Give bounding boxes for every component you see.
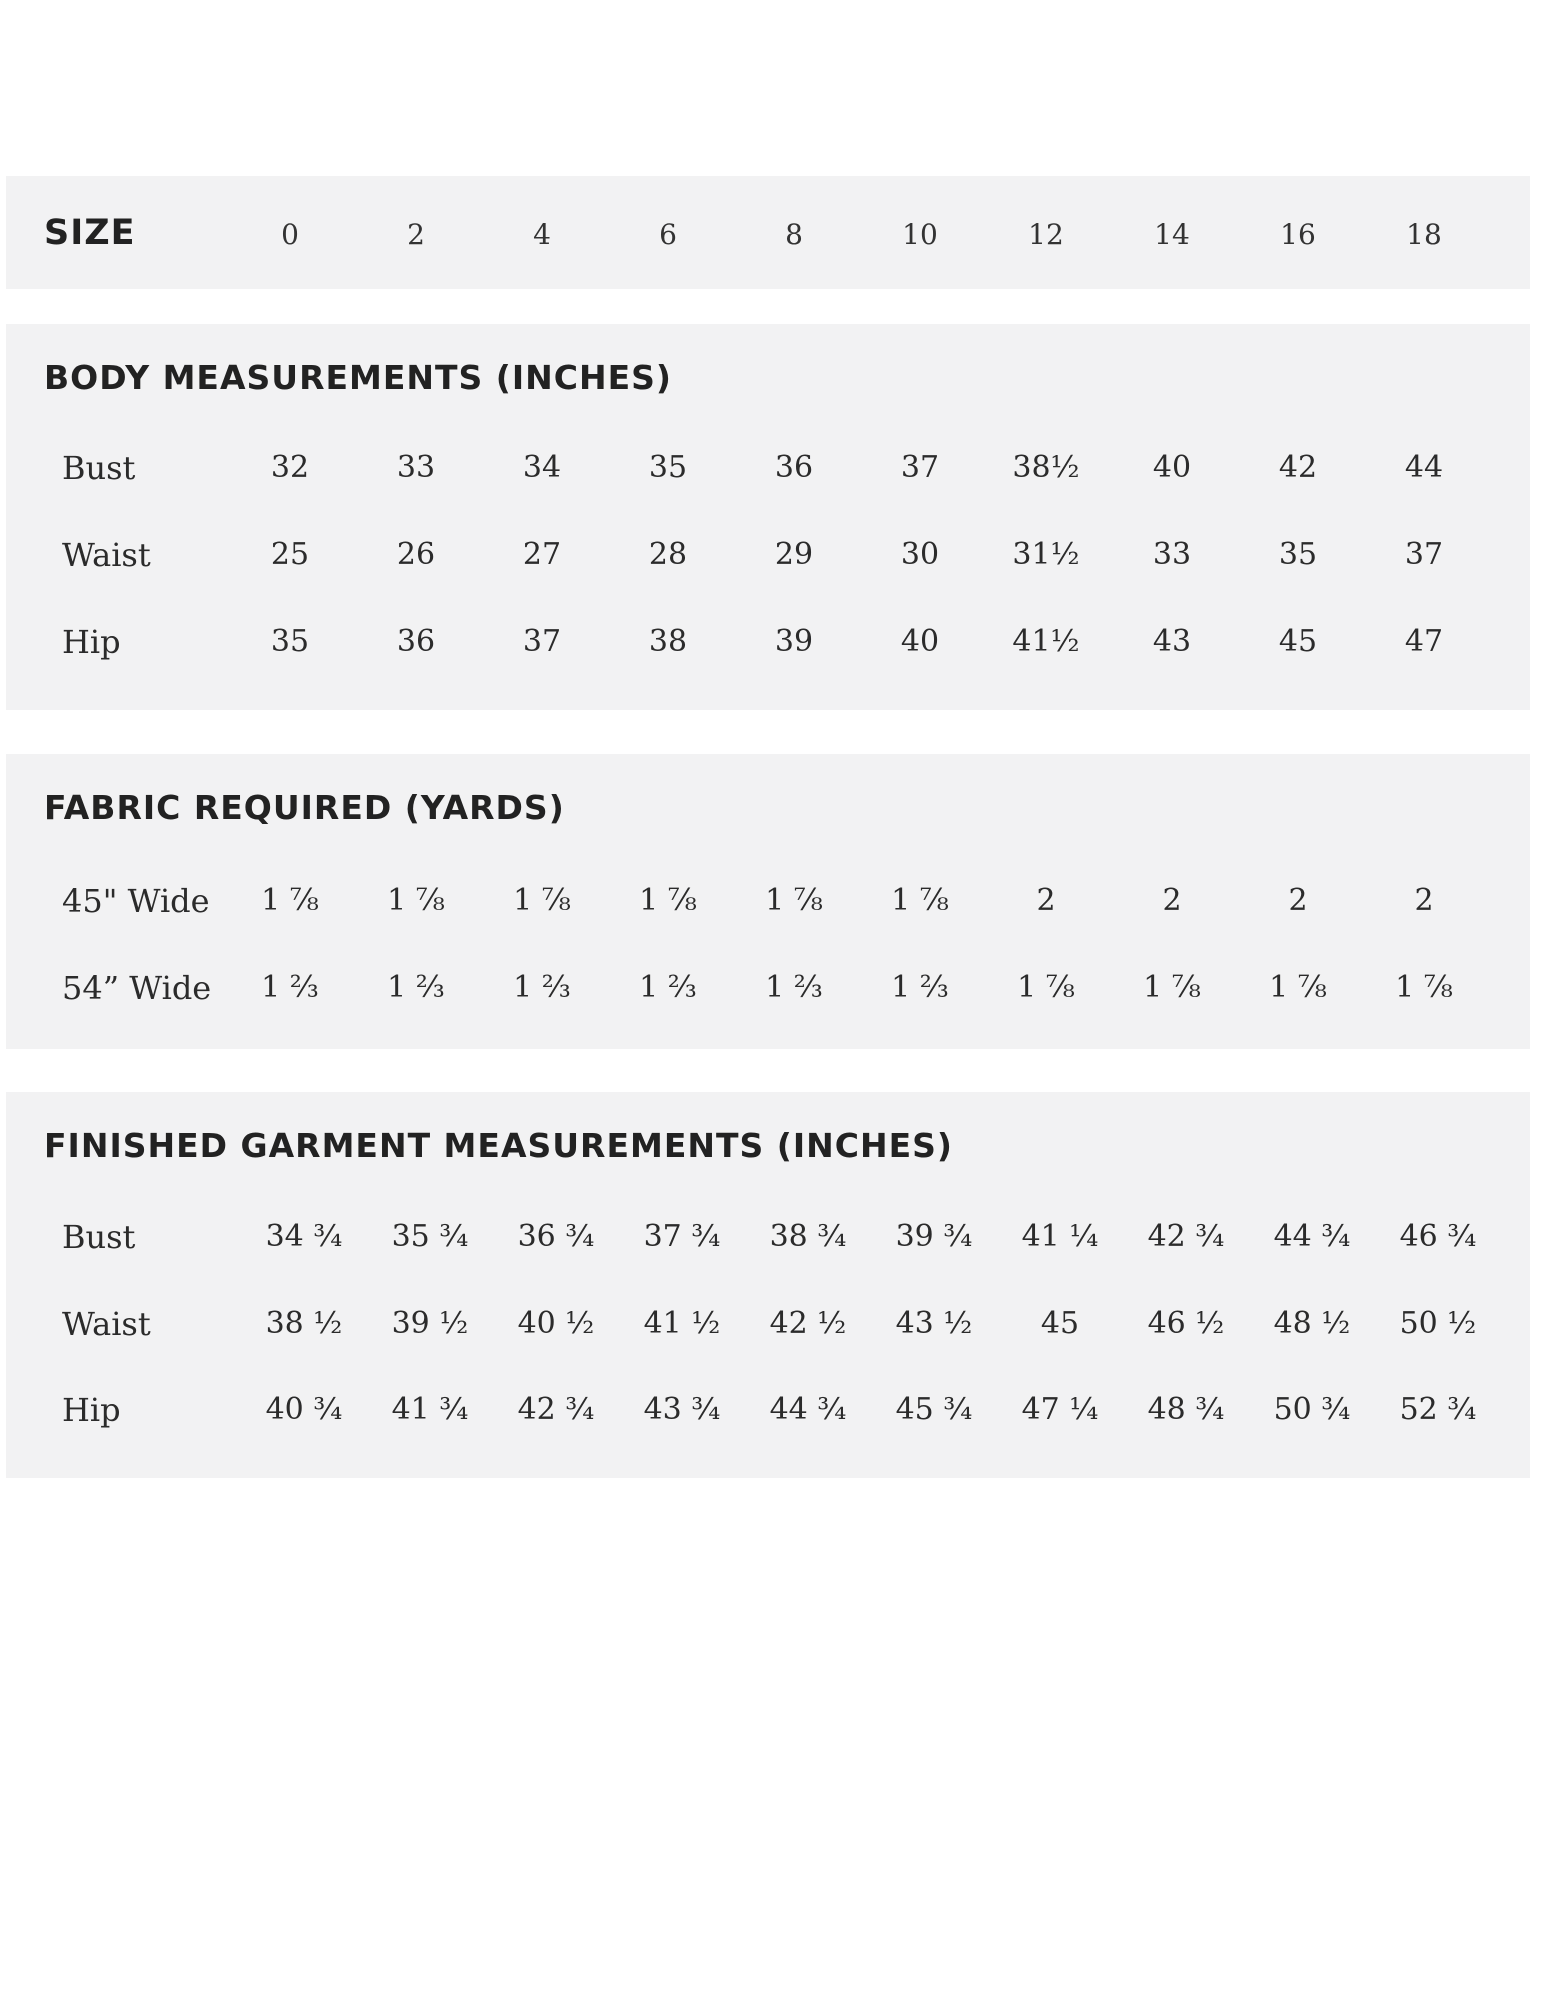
size-row [6,210,1530,260]
finished-bust-value: 37 ¾ [643,1219,721,1254]
size-6: 6 [659,218,677,251]
body-hip-value: 35 [270,624,310,659]
finished-waist-value: 40 ½ [517,1306,595,1341]
size-header-panel [6,176,1530,289]
body-bust-value: 35 [648,450,688,485]
fabric-54-row [6,963,1530,1013]
finished-garment-panel [6,1092,1530,1478]
body-hip-value: 43 [1152,624,1192,659]
body-measurements-panel [6,324,1530,710]
body-hip-value: 47 [1404,624,1444,659]
body-hip-value: 36 [396,624,436,659]
body-waist-value: 31½ [1012,537,1080,572]
fabric-45-value: 2 [1414,883,1434,918]
finished-hip-label: Hip [62,1391,121,1429]
fabric-54-value: 1 ⅔ [891,970,949,1005]
body-hip-value: 38 [648,624,688,659]
fabric-54-label: 54” Wide [62,969,212,1007]
finished-hip-value: 52 ¾ [1399,1392,1477,1427]
body-waist-value: 27 [522,537,562,572]
body-bust-value: 44 [1404,450,1444,485]
body-hip-value: 45 [1278,624,1318,659]
body-bust-value: 37 [900,450,940,485]
finished-waist-value: 39 ½ [391,1306,469,1341]
body-bust-value: 32 [270,450,310,485]
size-16: 16 [1280,218,1316,251]
finished-waist-value: 42 ½ [769,1306,847,1341]
size-0: 0 [281,218,299,251]
fabric-54-value: 1 ⅞ [1143,970,1201,1005]
body-hip-label: Hip [62,623,121,661]
body-bust-value: 40 [1152,450,1192,485]
size-12: 12 [1028,218,1064,251]
finished-waist-value: 48 ½ [1273,1306,1351,1341]
fabric-45-value: 2 [1288,883,1308,918]
finished-bust-value: 39 ¾ [895,1219,973,1254]
finished-bust-label: Bust [62,1218,136,1256]
finished-hip-value: 50 ¾ [1273,1392,1351,1427]
finished-bust-value: 44 ¾ [1273,1219,1351,1254]
body-waist-value: 33 [1152,537,1192,572]
body-waist-value: 25 [270,537,310,572]
fabric-54-value: 1 ⅔ [639,970,697,1005]
body-waist-row [6,530,1530,580]
fabric-45-value: 1 ⅞ [639,883,697,918]
fabric-45-row [6,876,1530,926]
body-waist-value: 28 [648,537,688,572]
finished-waist-value: 50 ½ [1399,1306,1477,1341]
body-waist-value: 35 [1278,537,1318,572]
finished-waist-value: 45 [1040,1306,1080,1341]
size-8: 8 [785,218,803,251]
finished-hip-value: 45 ¾ [895,1392,973,1427]
finished-waist-value: 43 ½ [895,1306,973,1341]
finished-bust-value: 42 ¾ [1147,1219,1225,1254]
finished-bust-value: 38 ¾ [769,1219,847,1254]
finished-bust-value: 34 ¾ [265,1219,343,1254]
fabric-54-value: 1 ⅔ [387,970,445,1005]
finished-waist-row [6,1299,1530,1349]
fabric-45-value: 1 ⅞ [387,883,445,918]
fabric-45-value: 1 ⅞ [513,883,571,918]
size-10: 10 [902,218,938,251]
finished-waist-value: 38 ½ [265,1306,343,1341]
body-waist-label: Waist [62,536,151,574]
finished-garment-heading: FINISHED GARMENT MEASUREMENTS (INCHES) [44,1126,953,1165]
finished-hip-value: 41 ¾ [391,1392,469,1427]
fabric-45-value: 1 ⅞ [891,883,949,918]
finished-bust-value: 36 ¾ [517,1219,595,1254]
fabric-54-value: 1 ⅞ [1017,970,1075,1005]
body-bust-label: Bust [62,449,136,487]
fabric-45-value: 2 [1036,883,1056,918]
fabric-54-value: 1 ⅞ [1395,970,1453,1005]
fabric-45-value: 1 ⅞ [765,883,823,918]
size-4: 4 [533,218,551,251]
finished-hip-value: 42 ¾ [517,1392,595,1427]
finished-waist-value: 46 ½ [1147,1306,1225,1341]
finished-hip-value: 48 ¾ [1147,1392,1225,1427]
finished-hip-value: 44 ¾ [769,1392,847,1427]
fabric-required-heading: FABRIC REQUIRED (YARDS) [44,788,565,827]
body-hip-value: 39 [774,624,814,659]
body-waist-value: 29 [774,537,814,572]
size-2: 2 [407,218,425,251]
size-14: 14 [1154,218,1190,251]
body-measurements-heading: BODY MEASUREMENTS (INCHES) [44,358,672,397]
body-hip-row [6,617,1530,667]
fabric-54-value: 1 ⅔ [765,970,823,1005]
body-hip-value: 40 [900,624,940,659]
fabric-45-label: 45" Wide [62,882,210,920]
body-bust-value: 34 [522,450,562,485]
finished-bust-value: 35 ¾ [391,1219,469,1254]
fabric-54-value: 1 ⅔ [513,970,571,1005]
fabric-45-value: 1 ⅞ [261,883,319,918]
body-bust-value: 33 [396,450,436,485]
body-bust-row [6,443,1530,493]
size-heading: SIZE [44,213,136,253]
body-bust-value: 42 [1278,450,1318,485]
finished-hip-value: 47 ¼ [1021,1392,1099,1427]
fabric-54-value: 1 ⅞ [1269,970,1327,1005]
finished-hip-value: 40 ¾ [265,1392,343,1427]
finished-waist-value: 41 ½ [643,1306,721,1341]
body-bust-value: 38½ [1012,450,1080,485]
body-waist-value: 30 [900,537,940,572]
body-waist-value: 26 [396,537,436,572]
body-waist-value: 37 [1404,537,1444,572]
finished-bust-row [6,1212,1530,1262]
body-hip-value: 41½ [1012,624,1080,659]
fabric-54-value: 1 ⅔ [261,970,319,1005]
finished-bust-value: 46 ¾ [1399,1219,1477,1254]
body-hip-value: 37 [522,624,562,659]
finished-bust-value: 41 ¼ [1021,1219,1099,1254]
fabric-45-value: 2 [1162,883,1182,918]
finished-hip-value: 43 ¾ [643,1392,721,1427]
finished-hip-row [6,1385,1530,1435]
finished-waist-label: Waist [62,1305,151,1343]
fabric-required-panel [6,754,1530,1049]
body-bust-value: 36 [774,450,814,485]
size-18: 18 [1406,218,1442,251]
